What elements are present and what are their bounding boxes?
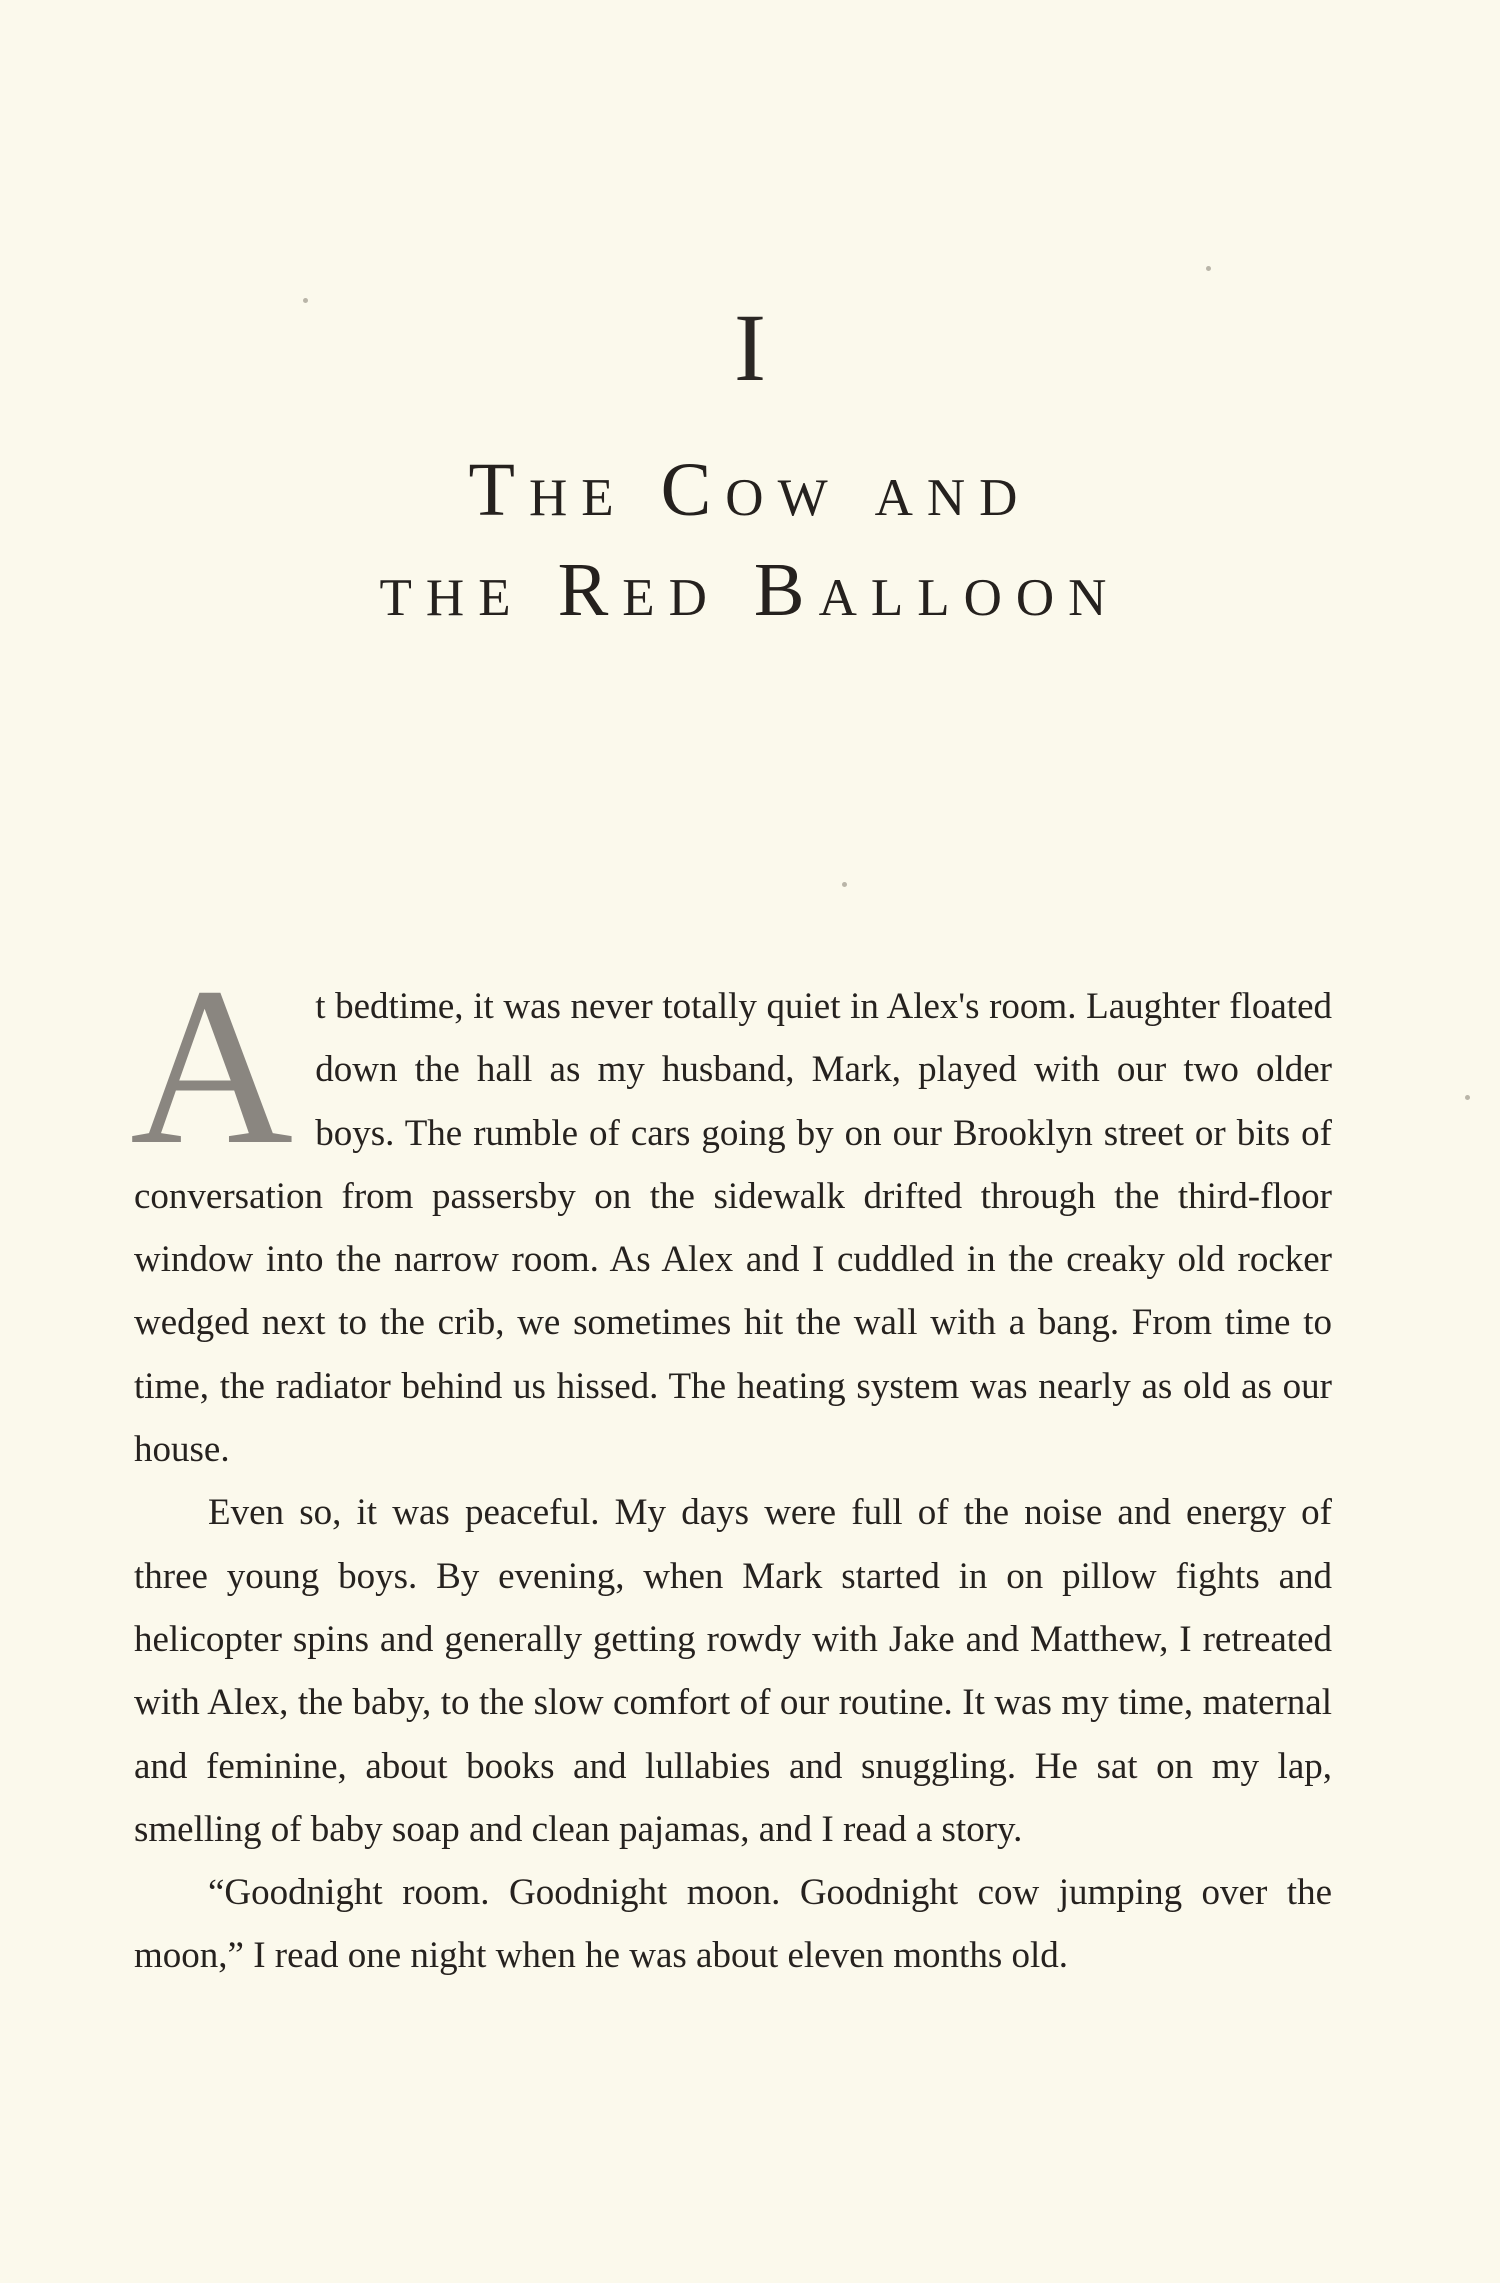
drop-cap: A: [130, 941, 294, 1191]
paper-speck: [842, 882, 847, 887]
paragraph-3: “Goodnight room. Goodnight moon. Goodnight cow jumping over the moon,” I read one night when he was about eleven months old.: [134, 1872, 1332, 1977]
chapter-title: [0, 440, 1500, 640]
paragraph-1: [130, 941, 1332, 1481]
chapter-title-line-2: the Red Balloon: [379, 548, 1121, 632]
paper-speck: [1206, 266, 1211, 271]
chapter-title-line-1: The Cow and: [468, 448, 1032, 532]
chapter-body: [130, 941, 1332, 1988]
paper-speck: [1465, 1095, 1470, 1100]
paragraph-2: Even so, it was peaceful. My days were full of the noise and energy of three young boys. By evening, when Mark started in on pillow fights and helicopter spins and generally getting rowdy with Jake and Matthew, I retreated with Alex, the baby, to the slow comfort of our routine. It was my time, maternal and feminine, about books and lullabies and snuggling. He sat on my lap, smelling of baby soap and clean pajamas, and I read a story.: [134, 1492, 1332, 1850]
paragraph-1-text: t bedtime, it was never totally quiet in Alex's room. Laughter floated down the hall as my husband, Mark, played with our two older boys. The rumble of cars going by on our Brooklyn street or bits of conversation from passersby on the sidewalk drifted through the third-floor window into the narrow room. As Alex and I cuddled in the creaky old rocker wedged next to the crib, we sometimes hit the wall with a bang. From time to time, the radiator behind us hissed. The heating system was nearly as old as our house.: [134, 986, 1332, 1471]
chapter-number: I: [734, 294, 766, 401]
